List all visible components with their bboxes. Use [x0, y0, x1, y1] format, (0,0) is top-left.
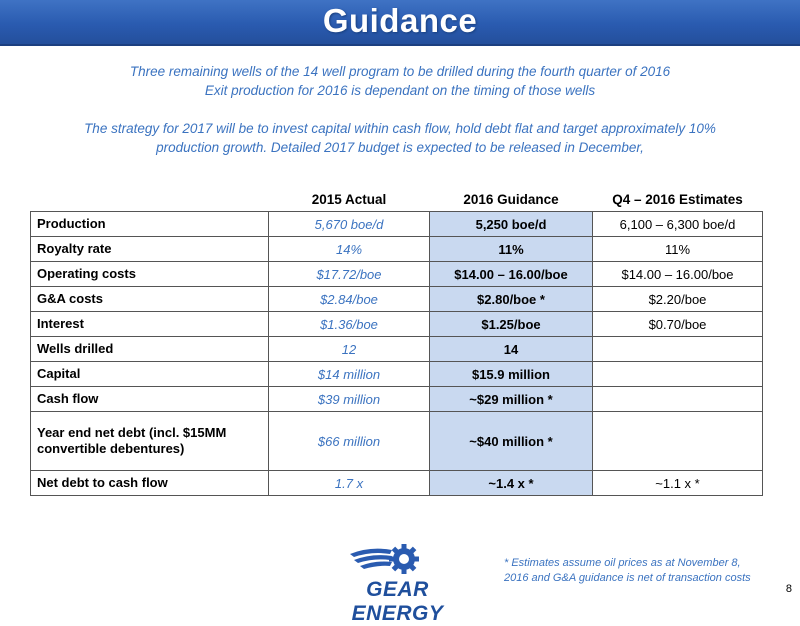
footnote [504, 556, 784, 586]
cell-2016-guidance: 5,250 boe/d [430, 212, 593, 237]
cell-2015-actual: $66 million [269, 412, 430, 471]
cell-2016-guidance: $15.9 million [430, 362, 593, 387]
row-label: Interest [31, 312, 269, 337]
row-label: Capital [31, 362, 269, 387]
gear-wing-icon [320, 540, 475, 580]
cell-2015-actual: $1.36/boe [269, 312, 430, 337]
row-label: Net debt to cash flow [31, 471, 269, 496]
footnote-line-1: * Estimates assume oil prices as at November 8, [504, 557, 741, 569]
table-row [31, 412, 763, 471]
cell-q4-2016 [593, 337, 763, 362]
cell-2016-guidance: 14 [430, 337, 593, 362]
table-row [31, 237, 763, 262]
table-row [31, 387, 763, 412]
cell-2015-actual: $39 million [269, 387, 430, 412]
intro-block-1 [20, 62, 780, 100]
intro-line-1: Three remaining wells of the 14 well program to be drilled during the fourth quarter of 2016 [129, 64, 671, 79]
cell-q4-2016: $0.70/boe [593, 312, 763, 337]
cell-2016-guidance: ~$40 million * [430, 412, 593, 471]
cell-q4-2016: 6,100 – 6,300 boe/d [593, 212, 763, 237]
cell-q4-2016: $2.20/boe [593, 287, 763, 312]
cell-2015-actual: 1.7 x [269, 471, 430, 496]
cell-2016-guidance: 11% [430, 237, 593, 262]
cell-q4-2016 [593, 412, 763, 471]
cell-2016-guidance: $1.25/boe [430, 312, 593, 337]
table-row [31, 362, 763, 387]
table-row [31, 262, 763, 287]
logo-text: GEAR ENERGY [351, 578, 444, 625]
cell-2015-actual: 5,670 boe/d [269, 212, 430, 237]
header-2015-actual: 2015 Actual [311, 191, 387, 207]
title-bar [0, 0, 800, 46]
cell-2016-guidance: ~$29 million * [430, 387, 593, 412]
row-label: Year end net debt (incl. $15MM convertible debentures) [31, 412, 269, 471]
cell-2015-actual: 14% [269, 237, 430, 262]
cell-q4-2016: 11% [593, 237, 763, 262]
row-label: G&A costs [31, 287, 269, 312]
table-row [31, 212, 763, 237]
cell-2016-guidance: $2.80/boe * [430, 287, 593, 312]
header-label [31, 187, 269, 212]
intro-block-2 [20, 119, 780, 157]
header-q4-2016-estimates: Q4 – 2016 Estimates [612, 191, 743, 207]
cell-q4-2016: $14.00 – 16.00/boe [593, 262, 763, 287]
table-header-row [31, 187, 763, 212]
cell-2016-guidance: ~1.4 x * [430, 471, 593, 496]
slide-title: Guidance [322, 2, 478, 39]
guidance-table [30, 187, 763, 496]
table-row [31, 337, 763, 362]
intro-line-4: production growth. Detailed 2017 budget is expected to be released in December, [156, 140, 644, 155]
intro-line-2: Exit production for 2016 is dependant on the timing of those wells [204, 83, 596, 98]
row-label: Operating costs [31, 262, 269, 287]
row-label: Wells drilled [31, 337, 269, 362]
row-label: Production [31, 212, 269, 237]
cell-q4-2016 [593, 362, 763, 387]
cell-2015-actual: $14 million [269, 362, 430, 387]
header-2016-guidance: 2016 Guidance [463, 191, 559, 207]
cell-2015-actual: 12 [269, 337, 430, 362]
table-row [31, 287, 763, 312]
cell-2016-guidance: $14.00 – 16.00/boe [430, 262, 593, 287]
row-label: Cash flow [31, 387, 269, 412]
cell-2015-actual: $2.84/boe [269, 287, 430, 312]
cell-2015-actual: $17.72/boe [269, 262, 430, 287]
cell-q4-2016 [593, 387, 763, 412]
gear-energy-logo [320, 540, 475, 625]
intro-line-3: The strategy for 2017 will be to invest capital within cash flow, hold debt flat and target approximately 10% [84, 121, 716, 136]
table-row [31, 471, 763, 496]
page-number: 8 [785, 583, 792, 595]
footnote-line-2: 2016 and G&A guidance is net of transaction costs [504, 572, 751, 584]
row-label: Royalty rate [31, 237, 269, 262]
cell-q4-2016: ~1.1 x * [593, 471, 763, 496]
table-row [31, 312, 763, 337]
